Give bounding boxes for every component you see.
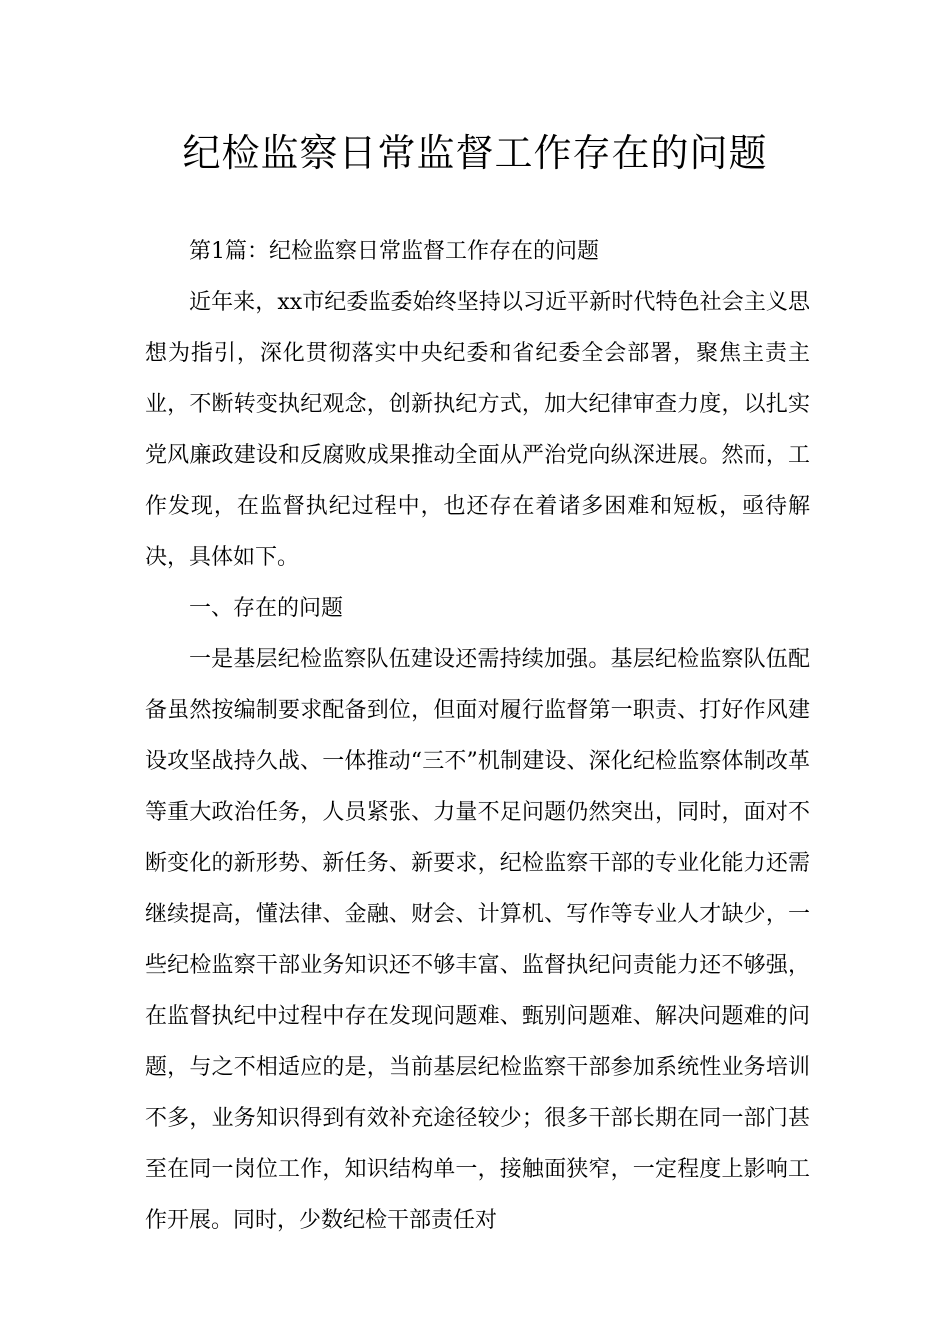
- article-heading: 第1篇：纪检监察日常监督工作存在的问题: [189, 239, 599, 264]
- intro-paragraph: 近年来，xx市纪委监委始终坚持以习近平新时代特色社会主义思想为指引，深化贯彻落实中央纪委和省纪委全会部署，聚焦主责主业，不断转变执纪观念，创新执纪方式，加大纪律审查力度，以扎实党风廉政建设和反腐败成果推动全面从严治党向纵深进展。然而，工作发现，在监督执纪过程中，也还存在着诸多困难和短板，亟待解决，具体如下。: [145, 290, 810, 570]
- problem-one-paragraph: 一是基层纪检监察队伍建设还需持续加强。基层纪检监察队伍配备虽然按编制要求配备到位，但面对履行监督第一职责、打好作风建设攻坚战持久战、一体推动“三不”机制建设、深化纪检监察体制改革等重大政治任务，人员紧张、力量不足问题仍然突出，同时，面对不断变化的新形势、新任务、新要求，纪检监察干部的专业化能力还需继续提高，懂法律、金融、财会、计算机、写作等专业人才缺少，一些纪检监察干部业务知识还不够丰富、监督执纪问责能力还不够强，在监督执纪中过程中存在发现问题难、甄别问题难、解决问题难的问题，与之不相适应的是，当前基层纪检监察干部参加系统性业务培训不多，业务知识得到有效补充途径较少；很多干部长期在同一部门甚至在同一岗位工作，知识结构单一，接触面狭窄，一定程度上影响工作开展。同时，少数纪检干部责任对: [145, 647, 810, 1233]
- document-title: 纪检监察日常监督工作存在的问题: [182, 131, 768, 175]
- section-heading: 一、存在的问题: [189, 596, 344, 621]
- document-body: [145, 226, 810, 1246]
